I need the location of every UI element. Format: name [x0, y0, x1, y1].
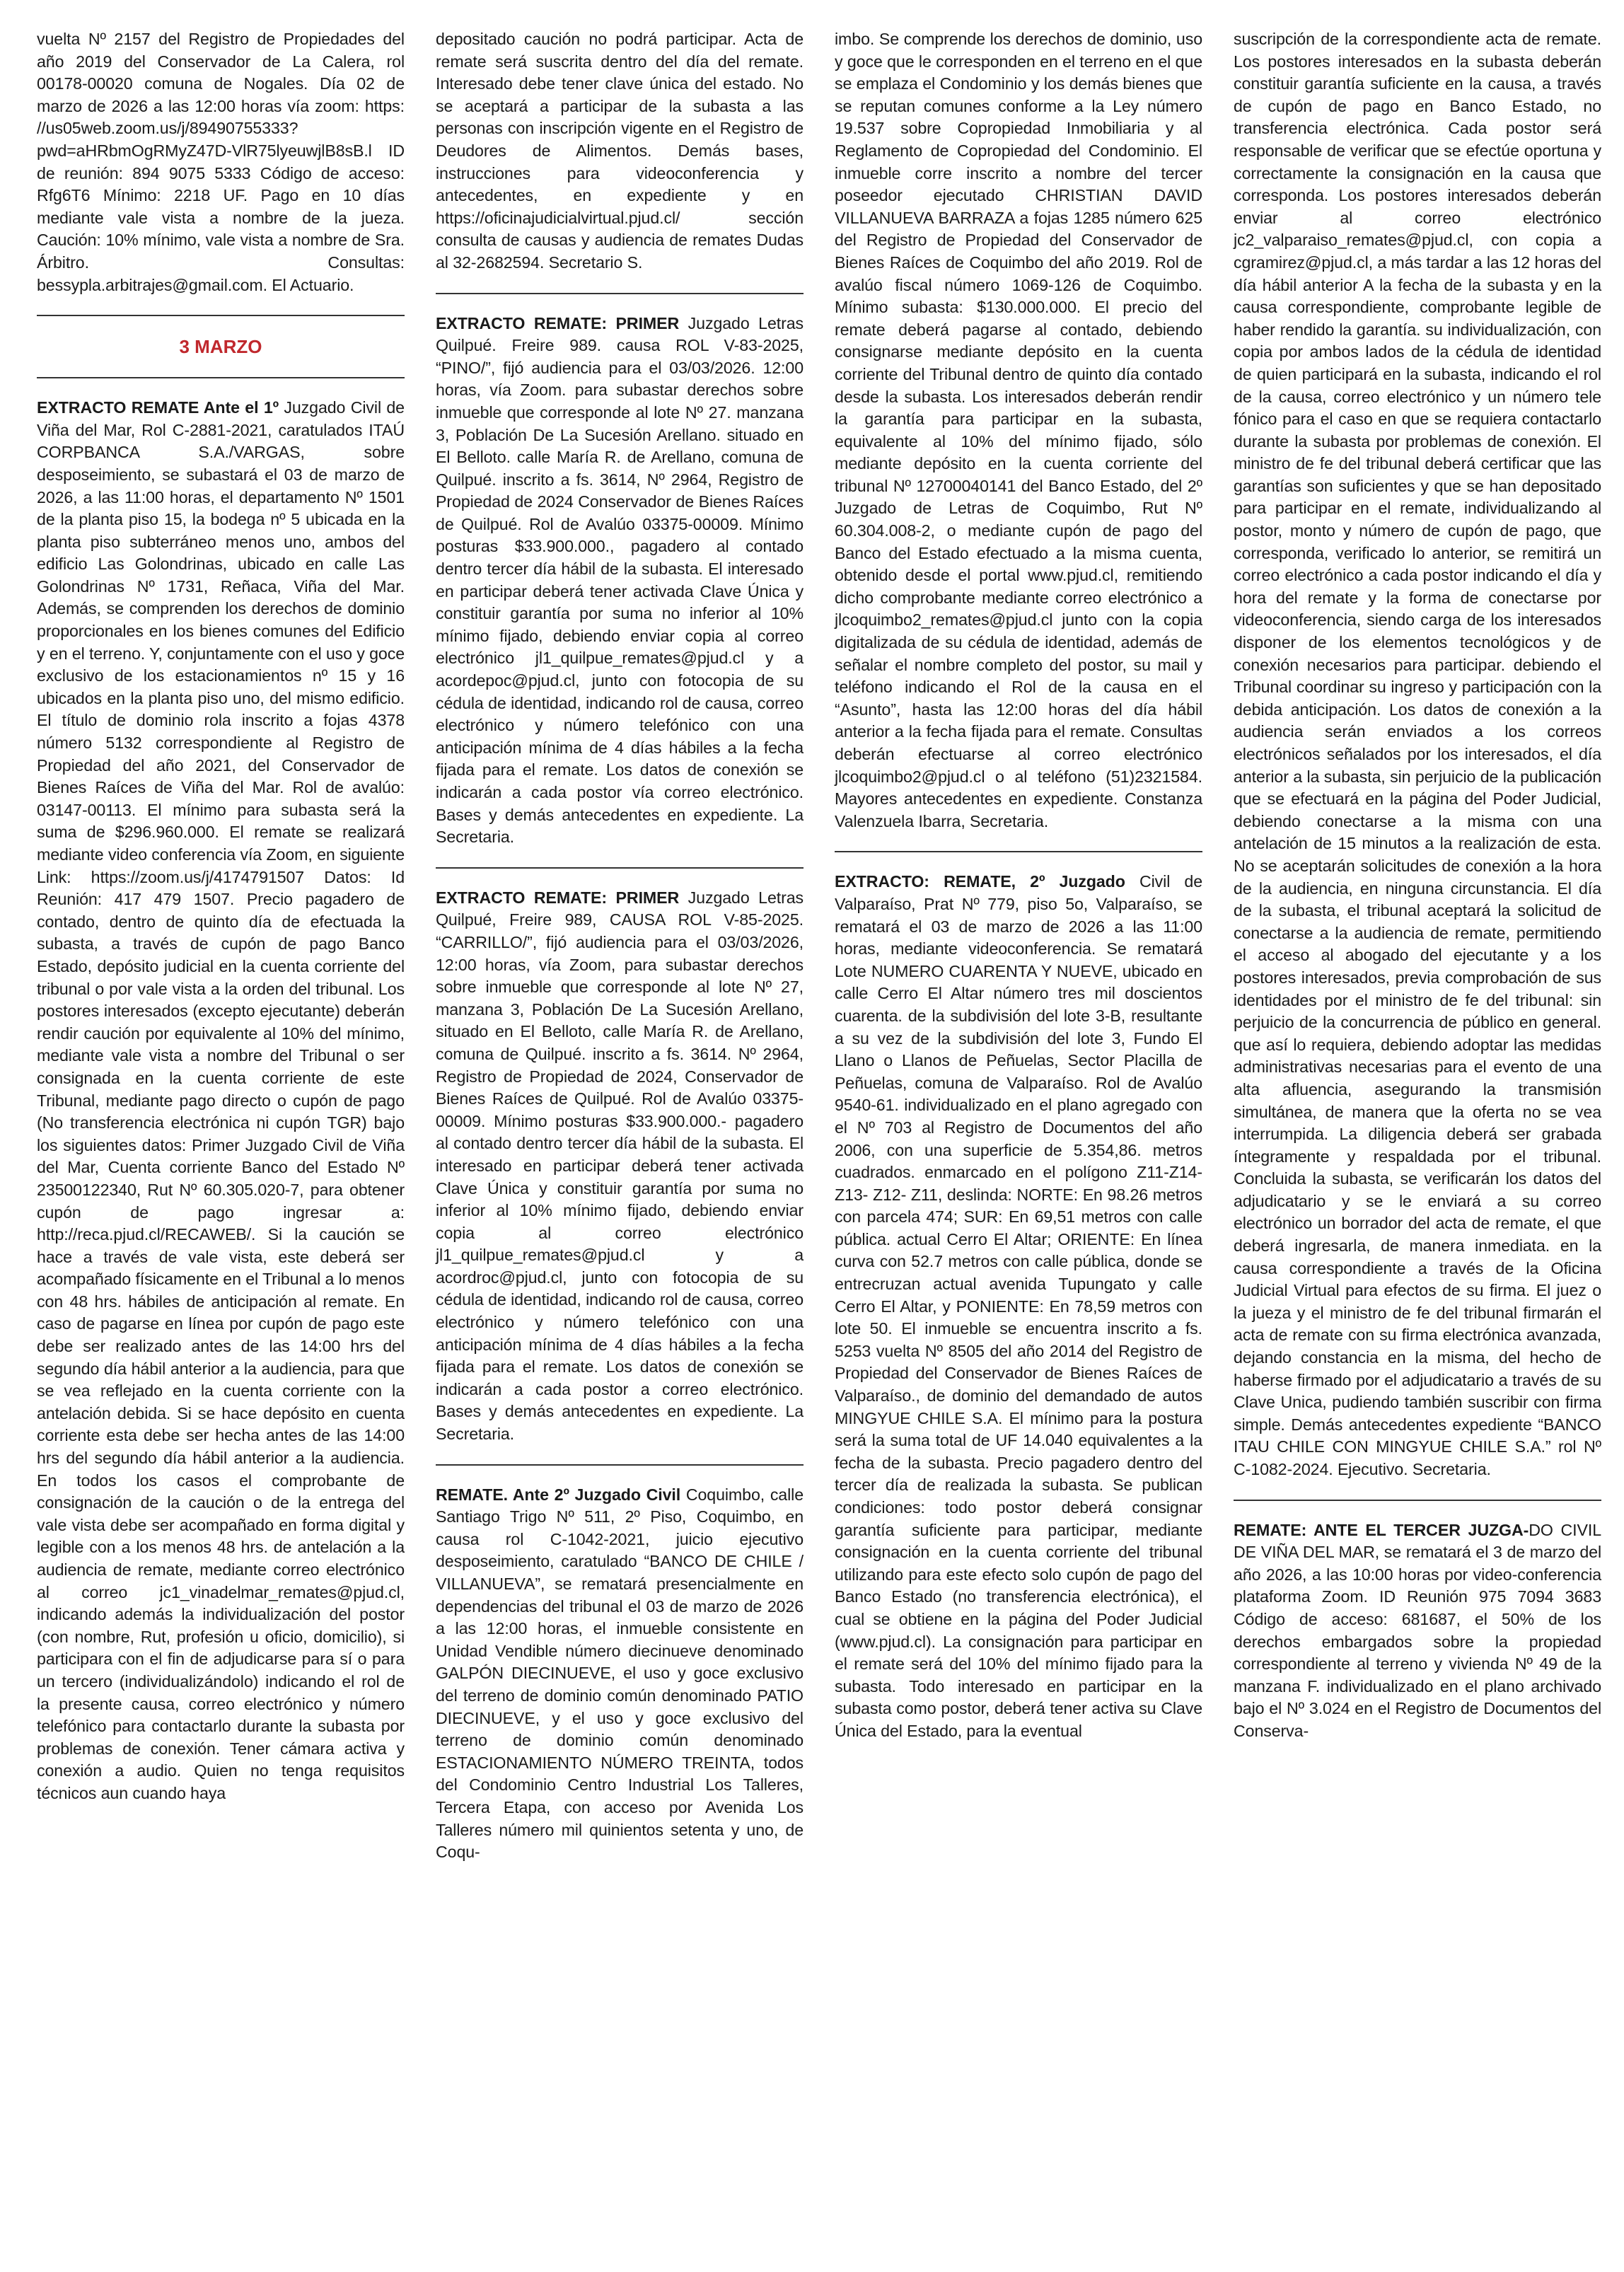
notice-body: vuelta Nº 2157 del Registro de Propiedades del año 2019 del Conservador de La Calera, rol 00178-00020 comuna de Nogales. Día 02 de marzo de 2026 a las 12:00 horas vía zoom: https: //us05web.zoom.us/j/89490755333?pwd=aHRbmOgRMyZ47D-VlR75lyeuwjlB8sB.l ID de reunión: 894 9075 5333 Código de acceso: Rfg6T6 Mínimo: 2218 UF. Pago en 10 días mediante vale vista a nombre de la jueza. Caución: 10% mínimo, vale vista a nombre de Sra. Árbitro. Consultas: bessypla.arbitrajes@gmail.com. El Actuario. [37, 30, 405, 294]
divider [37, 315, 405, 316]
notice-body: DO CIVIL DE VIÑA DEL MAR, se rematará el 3 de marzo del año 2026, a las 10:00 horas por video-conferencia plataforma Zoom. ID Reunión 975 7094 3683 Código de acceso: 681687, el 50% de los derechos embargados sobre la propiedad correspondiente al terreno y vivienda Nº 49 de la manzana F. individualizado en el plano archivado bajo el Nº 3.024 en el Registro de Documentos del Conserva- [1234, 1520, 1601, 1740]
notice-body: Juzgado Civil de Viña del Mar, Rol C-2881-2021, caratulados ITAÚ CORPBANCA S.A./VARGAS, sobre desposeimiento, se subastará el 03 de marzo de 2026, a las 11:00 horas, el departamento Nº 1501 de la planta piso 15, la bodega nº 5 ubicada en la planta piso subterráneo menos uno, ambos del edificio Las Golondrinas, ubicado en calle Las Golondrinas Nº 1731, Reñaca, Viña del Mar. Además, se comprenden los derechos de dominio proporcionales en los bienes comunes del Edificio y en el terreno. Y, conjuntamente con el uso y goce exclusivo de los estacionamientos nº 15 y 16 ubicados en la planta piso uno, del mismo edificio. El título de dominio rola inscrito a fojas 4378 número 5132 correspondiente al Registro de Propiedad del año 2021, del Conservador de Bienes Raíces de Viña del Mar. Rol de avalúo: 03147-00113. El mínimo para subasta será la suma de $296.960.000. El remate se realizará mediante video conferencia vía Zoom, en siguiente Link: https://zoom.us/j/4174791507 Datos: Id Reunión: 417 479 1507. Precio pagadero de contado, dentro de quinto día de efectuada la subasta, a través de cupón de pago Banco Estado, depósito judicial en la cuenta corriente del tribunal o por vale vista a la orden del tribunal. Los postores interesados (excepto ejecutante) deberán rendir caución por equivalente al 10% del mínimo, mediante vale vista a nombre del Tribunal o ser consignada en la cuenta corriente de este Tribunal, mediante pago directo o cupón de pago (No transferencia electrónica ni cupón TGR) bajo los siguientes datos: Primer Juzgado Civil de Viña del Mar, Cuenta corriente Banco del Estado Nº 23500122340, Rut Nº 60.305.020-7, para obtener cupón de pago ingresar a: http://reca.pjud.cl/RECAWEB/. Si la caución se hace a través de vale vista, este deberá ser acompañado físicamente en el Tribunal a lo menos con 48 hrs. hábiles de anticipación al remate. En caso de pagarse en línea por cupón de pago este debe ser realizado antes de las 14:00 hrs del segundo día hábil anterior a la audiencia, para que se vea reflejado en la cuenta corriente con la antelación debida. Si se hace depósito en cuenta corriente esta debe ser hecha antes de las 14:00 hrs del segundo día hábil anterior a la audiencia. En todos los casos el comprobante de consignación de la caución o de la entrega del vale vista debe ser acompañado en forma digital y legible con a los menos 48 hrs. de antelación a la audiencia de remate, mediante correo electrónico al correo jc1_vinadelmar_remates@pjud.cl, indicando además la individualización del postor (con nombre, Rut, profesión u oficio, domicilio), si participara con el fin de adjudicarse para sí o para un tercero (individualizándolo) indicando el rol de la presente causa, correo electrónico y número telefónico para contactarlo durante la subasta por problemas de conexión. Tener cámara activa y conexión a audio. Quien no tenga requisitos técnicos aun cuando haya [37, 398, 405, 1802]
notice-body: Juzgado Letras Quilpué, Freire 989, CAUSA ROL V-85-2025. “CARRILLO/”, fijó audiencia para el 03/03/2026, 12:00 horas, vía Zoom, para subastar derechos sobre inmueble que corresponde al lote Nº 27, manzana 3, Población De La Sucesión Arellano, situado en El Belloto, calle María R. de Arellano, comuna de Quilpué. inscrito a fs. 3614. Nº 2964, Registro de Propiedad de 2024, Conservador de Bienes Raíces de Quilpué. Rol de Avalúo 03375-00009. Mínimo posturas $33.900.000.- pagadero al contado dentro tercer día hábil de la subasta. El interesado en participar deberá tener activada Clave Única y constituir garantía por suma no inferior al 10% mínimo fijado, debiendo enviar copia al correo electrónico jl1_quilpue_remates@pjud.cl y a acordroc@pjud.cl, junto con fotocopia de su cédula de identidad, indicando rol de causa, correo electrónico y número telefónico con una anticipación mínima de 4 días hábiles a la fecha fijada para el remate. Los datos de conexión se indicarán a cada postor a correo electrónico. Bases y demás antecedentes en expediente. La Secretaria. [436, 888, 804, 1444]
divider [436, 1464, 804, 1466]
notice-body: depositado caución no podrá participar. Acta de remate será suscrita dentro del día del remate. Interesado debe tener clave única del estado. No se aceptará a participar de la subasta a las personas con inscripción vigente en el Registro de Deudores de Alimentos. Demás bases, instrucciones para videoconferencia y antecedentes, en expediente y en https://oficinajudicialvirtual.pjud.cl/ sección consulta de causas y audiencia de remates Dudas al 32-2682594. Secretario S. [436, 30, 804, 272]
notice-lead: REMATE: ANTE EL TERCER JUZGA- [1234, 1520, 1529, 1539]
notice-lead: EXTRACTO REMATE: PRIMER [436, 313, 680, 332]
divider [1234, 1500, 1601, 1501]
notice [37, 397, 405, 1804]
notice-continuation [835, 28, 1202, 833]
notice-continuation [1234, 28, 1601, 1481]
column-3 [835, 28, 1202, 2272]
column-1 [37, 28, 405, 2272]
notice-lead: EXTRACTO REMATE Ante el 1º [37, 398, 279, 417]
notice-lead: REMATE. Ante 2º Juzgado Civil [436, 1485, 681, 1504]
notice [436, 887, 804, 1446]
notice [436, 1484, 804, 1864]
notice-continuation [436, 28, 804, 274]
notice-lead: EXTRACTO: REMATE, 2º Juzgado [835, 872, 1125, 891]
divider [436, 293, 804, 294]
divider [37, 377, 405, 378]
notice [436, 313, 804, 849]
divider [436, 867, 804, 869]
notice [835, 871, 1202, 1742]
notice [1234, 1519, 1601, 1743]
notice-lead: EXTRACTO REMATE: PRIMER [436, 888, 680, 907]
column-2 [436, 28, 804, 2272]
notice-continuation [37, 28, 405, 296]
date-heading: 3 MARZO [179, 336, 262, 358]
column-4 [1234, 28, 1601, 2272]
notice-body: Civil de Valparaíso, Prat Nº 779, piso 5o, Valparaíso, se rematará el 03 de marzo de 2026 a las 11:00 horas, mediante videoconferencia. Se rematará Lote NUMERO CUARENTA Y NUEVE, ubicado en calle Cerro El Altar número tres mil doscientos cuarenta. de la subdivisión del lote 3-B, resultante a su vez de la subdivisión del lote 3, Fundo El Llano o Llanos de Peñuelas, Sector Placilla de Peñuelas, comuna de Valparaíso. Rol de Avalúo 9540-61. individualizado en el plano agregado con el Nº 703 al Registro de Documentos del año 2006, con una superficie de 5.354,86. metros cuadrados. enmarcado en el polígono Z11-Z14- Z13- Z12- Z11, deslinda: NORTE: En 98.26 metros con parcela 474; SUR: En 69,51 metros con calle pública. actual Cerro El Altar; ORIENTE: En línea curva con 52.7 metros con calle pública, donde se entrecruzan actual avenida Tupungato y calle Cerro El Altar, y PONIENTE: En 78,59 metros con lote 50. El inmueble se encuentra inscrito a fs. 5253 vuelta Nº 8505 del año 2014 del Registro de Propiedad del Conservador de Bienes Raíces de Valparaíso., de dominio del demandado de autos MINGYUE CHILE S.A. El mínimo para la postura será la suma total de UF 14.040 equivalentes a la fecha de la subasta. Precio pagadero dentro del tercer día de realizada la subasta. Se publican condiciones: todo postor deberá consignar garantía suficiente para participar, mediante consignación en la cuenta corriente del tribunal utilizando para este efecto solo cupón de pago del Banco Estado (no transferencia electrónica), el cual se obtiene en la página del Poder Judicial (www.pjud.cl). La consignación para participar en el remate será del 10% del mínimo fijado para la subasta. Todo interesado en participar en la subasta como postor, deberá tener activa su Clave Única del Estado, para la eventual [835, 872, 1202, 1740]
notice-body: Coquimbo, calle Santiago Trigo Nº 511, 2º Piso, Coquimbo, en causa rol C-1042-2021, juicio ejecutivo desposeimiento, caratulado “BANCO DE CHILE / VILLANUEVA”, se rematará presencialmente en dependencias del tribunal el 03 de marzo de 2026 a las 12:00 horas, el inmueble consistente en Unidad Vendible número diecinueve denominado GALPÓN DIECINUEVE, el uso y goce exclusivo del terreno de dominio común denominado PATIO DIECINUEVE, y el uso y goce exclusivo del terreno de dominio común denominado ESTACIONAMIENTO NÚMERO TREINTA, todos del Condominio Centro Industrial Los Talleres, Tercera Etapa, con acceso por Avenida Los Talleres número mil quinientos setenta y uno, de Coqu- [436, 1485, 804, 1862]
notice-body: imbo. Se comprende los derechos de dominio, uso y goce que le corresponden en el terreno en el que se emplaza el Condominio y los demás bienes que se reputan comunes conforme a la Ley número 19.537 sobre Copropiedad Inmobiliaria y al Reglamento de Copropiedad del Condominio. El inmueble corre inscrito a nombre del tercer poseedor ejecutado CHRISTIAN DAVID VILLANUEVA BARRAZA a fojas 1285 número 625 del Registro de Propiedad del Conservador de Bienes Raíces de Coquimbo del año 2019. Rol de avalúo fiscal número 1069-126 de Coquimbo. Mínimo subasta: $130.000.000. El precio del remate deberá pagarse al contado, debiendo consignarse mediante depósito en la cuenta corriente del Tribunal dentro de quinto día contado desde la subasta. Los interesados deberán rendir la garantía para participar en la subasta, equivalente al 10% del mínimo fijado, sólo mediante depósito en la cuenta corriente del tribunal Nº 12700040141 del Banco Estado, del 2º Juzgado de Letras de Coquimbo, Rut Nº 60.304.008-2, o mediante cupón de pago del Banco del Estado efectuado a la misma cuenta, obtenido desde el portal www.pjud.cl, remitiendo dicho comprobante mediante correo electrónico a jlcoquimbo2_remates@pjud.cl junto con la copia digitalizada de su cédula de identidad, además de señalar el nombre completo del postor, su mail y teléfono indicando el Rol de la causa en el “Asunto”, hasta las 12:00 horas del día hábil anterior a la fecha fijada para el remate. Consultas deberán efectuarse al correo electrónico jlcoquimbo2@pjud.cl o al teléfono (51)2321584. Mayores antecedentes en expediente. Constanza Valenzuela Ibarra, Secretaria. [835, 30, 1202, 830]
notice-body: suscripción de la correspondiente acta de remate. Los postores interesados en la subasta deberán constituir garantía suficiente en la causa, a través de cupón de pago en Banco Estado, no transferencia electrónica. Cada postor será responsable de verificar que se efectúe oportuna y correctamente la consignación en la causa que corresponda. Los postores interesados deberán enviar al correo electrónico jc2_valparaiso_remates@pjud.cl, con copia a cgramirez@pjud.cl, a más tardar a las 12 horas del día hábil anterior A la fecha de la subasta y en la causa correspondiente, comprobante legible de haber rendido la garantía. su individualización, con copia por ambos lados de la cédula de identidad de quien participará en la subasta, indicando el rol de la causa, correo electrónico y un número tele fónico para el caso en que se requiera contactarlo durante la subasta por problemas de conexión. El ministro de fe del tribunal deberá certificar que las garantías son suficientes y que se han depositado para participar en el remate, individualizando al postor, monto y número de cupón de pago, que corresponda, verificado lo anterior, se remitirá un correo electrónico a cada postor indicando el día y hora del remate y la forma de conectarse por videoconferencia, siendo carga de los interesados disponer de los elementos tecnológicos y de conexión necesarios para participar. debiendo el Tribunal coordinar su ingreso y participación con la debida anticipación. Los datos de conexión a la audiencia serán enviados a los correos electrónicos señalados por los interesados, el día anterior a la subasta, sin perjuicio de la publicación que se efectuará en la página del Poder Judicial, debiendo conectarse a la misma con una antelación de 15 minutos a la realización de esta. No se aceptarán solicitudes de conexión a la hora de la audiencia, en ninguna circunstancia. El día de la subasta, el tribunal aceptará la solicitud de conectarse a la audiencia de remate, permitiendo el acceso al abogado del ejecutante y a los postores interesados, previa comprobación de sus identidades por el ministro de fe del tribunal: sin perjuicio de la concurrencia de público en general. que así lo requiera, debiendo adoptar las medidas administrativas necesarias para el evento de una alta afluencia, asegurando la transmisión simultánea, de manera que la oferta no se vea interrumpida. La diligencia deberá ser grabada íntegramente y respaldada por el tribunal. Concluida la subasta, se verificarán los datos del adjudicatario y se le enviará a su correo electrónico un borrador del acta de remate, el que deberá ingresarla, de manera inmediata. en la causa correspondiente a través de la Oficina Judicial Virtual para efectos de su firma. El juez o la jueza y el ministro de fe del tribunal firmarán el acta de remate con su firma electrónica avanzada, dejando constancia en la misma, del hecho de haberse firmado por el adjudicatario a través de su Clave Unica, pudiendo también suscribir con firma simple. Demás antecedentes expediente “BANCO ITAU CHILE CON MINGYUE CHILE S.A.” rol Nº C-1082-2024. Ejecutivo. Secretaria. [1234, 30, 1601, 1478]
divider [835, 851, 1202, 852]
notice-body: Juzgado Letras Quilpué. Freire 989. causa ROL V-83-2025, “PINO/”, fijó audiencia para el 03/03/2026. 12:00 horas, vía Zoom. para subastar derechos sobre inmueble que corresponde al lote Nº 27. manzana 3, Población De La Sucesión Arellano. situado en El Belloto. calle María R. de Arellano, comuna de Quilpué. inscrito a fs. 3614, Nº 2964, Registro de Propiedad de 2024 Conservador de Bienes Raíces de Quilpué. Rol de Avalúo 03375-00009. Mínimo posturas $33.900.000., pagadero al contado dentro tercer día hábil de la subasta. El interesado en participar deberá tener activada Clave Única y constituir garantía por suma no inferior al 10% mínimo fijado, debiendo enviar copia al correo electrónico jl1_quilpue_remates@pjud.cl y a acordeроc@pjud.cl, junto con fotocopia de su cédula de identidad, indicando rol de causa, correo electrónico y número telefónico con una anticipación mínima de 4 días hábiles a la fecha fijada para el remate. Los datos de conexión se indicarán a cada postor vía correo electrónico. Bases y demás antecedentes en expediente. La Secretaria. [436, 313, 804, 847]
